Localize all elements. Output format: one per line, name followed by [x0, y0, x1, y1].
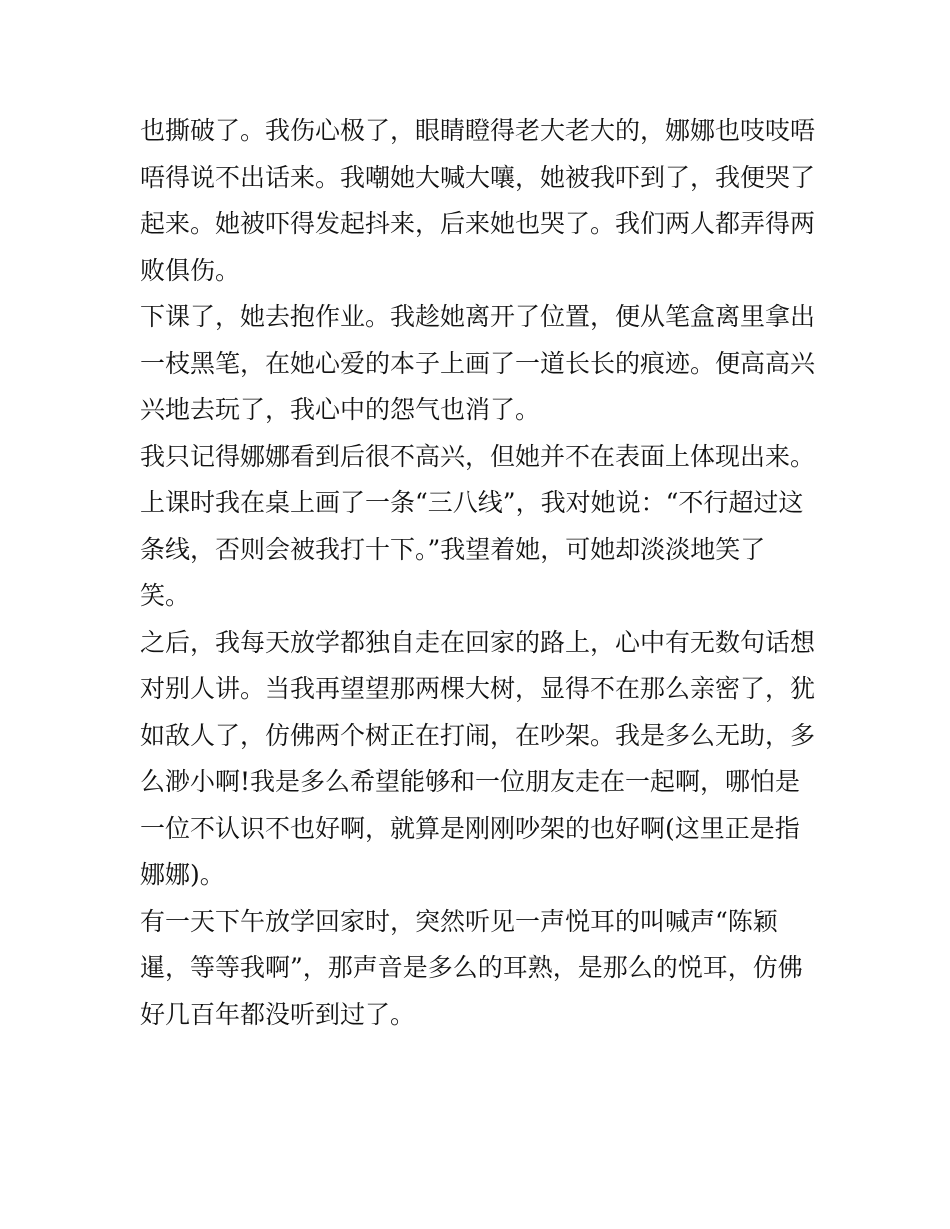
text-line: 对别人讲。当我再望望那两棵大树，显得不在那么亲密了，犹: [140, 674, 816, 703]
text-line: 有一天下午放学回家时，突然听见一声悦耳的叫喊声“陈颖: [140, 906, 778, 936]
text-line: 笑。: [140, 581, 191, 610]
text-line: 如敌人了，仿佛两个树正在打闹，在吵架。我是多么无助，多: [140, 720, 816, 750]
text-line: 上课时我在桌上画了一条“三八线”，我对她说：“不行超过这: [140, 488, 804, 517]
text-line: 暹，等等我啊”，那声音是多么的耳熟，是那么的悦耳，仿佛: [140, 953, 803, 982]
text-line: 起来。她被吓得发起抖来，后来她也哭了。我们两人都弄得两: [140, 209, 816, 238]
text-line: 一位不认识不也好啊，就算是刚刚吵架的也好啊(这里正是指: [140, 813, 800, 843]
text-line: 也撕破了。我伤心极了，眼睛瞪得老大老大的，娜娜也吱吱唔: [140, 116, 816, 145]
text-line: 么渺小啊!我是多么希望能够和一位朋友走在一起啊，哪怕是: [140, 767, 801, 796]
text-line: 我只记得娜娜看到后很不高兴，但她并不在表面上体现出来。: [140, 441, 816, 471]
text-line: 兴地去玩了，我心中的怨气也消了。: [140, 395, 541, 424]
text-line: 条线，否则会被我打十下。”我望着她，可她却淡淡地笑了: [140, 534, 766, 564]
text-line: 下课了，她去抱作业。我趁她离开了位置，便从笔盒离里拿出: [140, 302, 816, 331]
text-line: 娜娜)。: [140, 860, 225, 889]
text-line: 败俱伤。: [140, 255, 241, 285]
document-body-text: [140, 108, 820, 1038]
text-line: 一枝黑笔，在她心爱的本子上画了一道长长的痕迹。便高高兴: [140, 348, 816, 378]
text-line: 唔得说不出话来。我嘲她大喊大嚷，她被我吓到了，我便哭了: [140, 162, 816, 192]
text-line: 之后，我每天放学都独自走在回家的路上，心中有无数句话想: [140, 627, 816, 657]
text-line: 好几百年都没听到过了。: [140, 999, 416, 1029]
